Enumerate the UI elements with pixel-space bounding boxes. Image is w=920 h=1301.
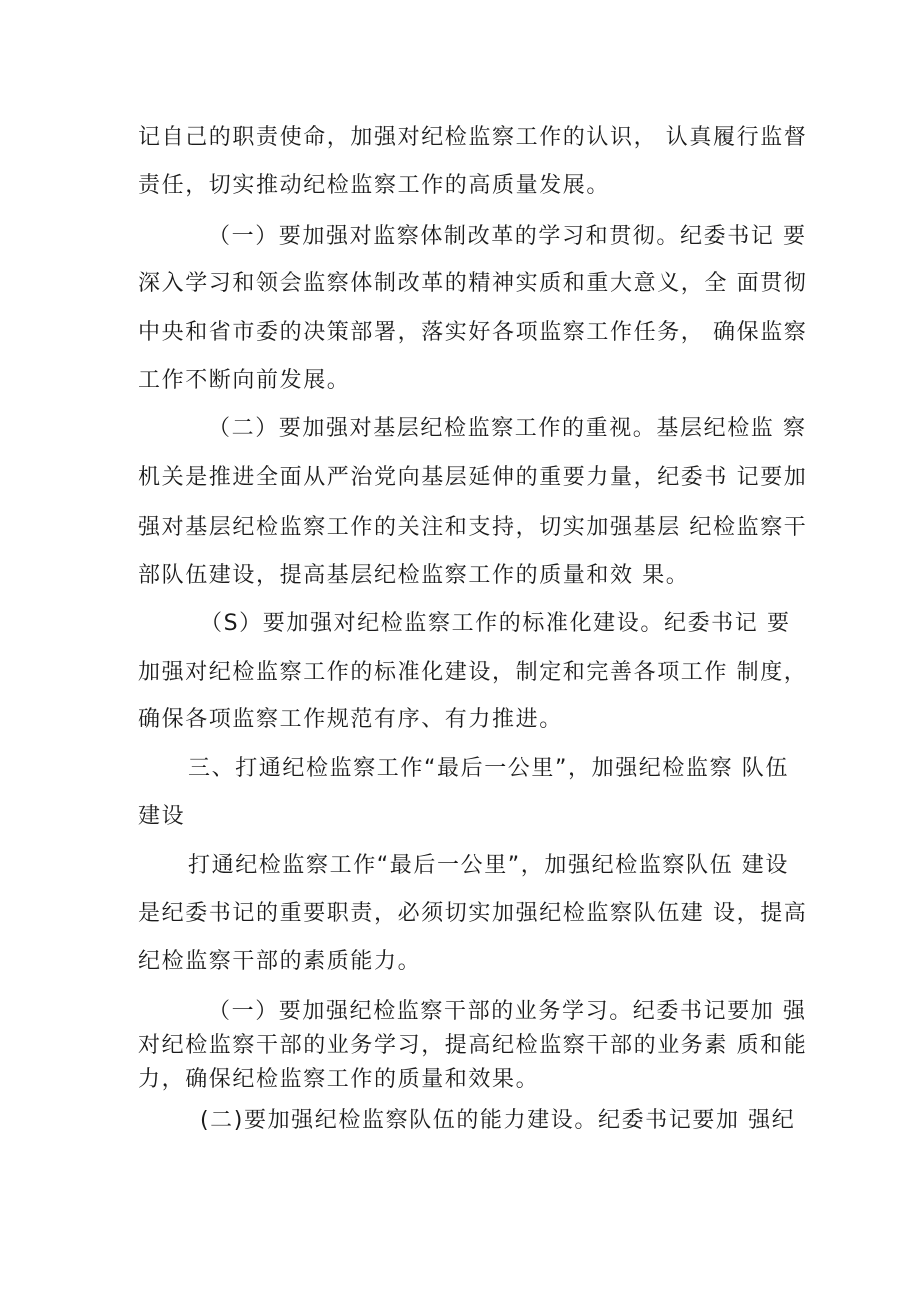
text-line: 力，确保纪检监察工作的质量和效果。 bbox=[138, 1067, 540, 1092]
paragraph-heading: （二）要加强对基层纪检监察工作的重视。基层纪检监 察 bbox=[208, 416, 807, 441]
text-line: 加强对纪检监察工作的标准化建设，制定和完善各项工作 制度， bbox=[138, 660, 808, 685]
text-line: 工作不断向前发展。 bbox=[138, 368, 351, 393]
text-line: 中央和省市委的决策部署，落实好各项监察工作任务， 确保监察 bbox=[138, 320, 808, 345]
text-line: 部队伍建设，提高基层纪检监察工作的质量和效 果。 bbox=[138, 563, 690, 588]
text-line: 对纪检监察干部的业务学习，提高纪检监察干部的业务素 质和能 bbox=[138, 1033, 808, 1058]
section-heading: 建设 bbox=[138, 804, 186, 829]
text-line: 深入学习和领会监察体制改革的精神实质和重大意义，全 面贯彻 bbox=[138, 271, 808, 296]
text-line: 是纪委书记的重要职责，必须切实加强纪检监察队伍建 设，提高 bbox=[138, 901, 808, 926]
paragraph-heading: （S）要加强对纪检监察工作的标准化建设。纪委书记 要 bbox=[200, 611, 791, 636]
paragraph-heading: （一）要加强对监察体制改革的学习和贯彻。纪委书记 要 bbox=[208, 224, 807, 249]
paragraph-heading: (二)要加强纪检监察队伍的能力建设。纪委书记要加 强纪 bbox=[200, 1108, 796, 1133]
text-line: 打通纪检监察工作“最后一公里”，加强纪检监察队伍 建设 bbox=[188, 853, 789, 878]
section-heading: 三、打通纪检监察工作“最后一公里”，加强纪检监察 队伍 bbox=[188, 756, 789, 781]
text-line: 机关是推进全面从严治党向基层延伸的重要力量，纪委书 记要加 bbox=[138, 465, 808, 490]
text-line: 记自己的职责使命，加强对纪检监察工作的认识， 认真履行监督 bbox=[138, 125, 808, 150]
paragraph-heading: （一）要加强纪检监察干部的业务学习。纪委书记要加 强 bbox=[208, 999, 807, 1024]
text-line: 强对基层纪检监察工作的关注和支持，切实加强基层 纪检监察干 bbox=[138, 515, 808, 540]
text-line: 责任，切实推动纪检监察工作的高质量发展。 bbox=[138, 173, 611, 198]
text-line: 纪检监察干部的素质能力。 bbox=[138, 949, 422, 974]
text-line: 确保各项监察工作规范有序、有力推进。 bbox=[138, 707, 563, 732]
